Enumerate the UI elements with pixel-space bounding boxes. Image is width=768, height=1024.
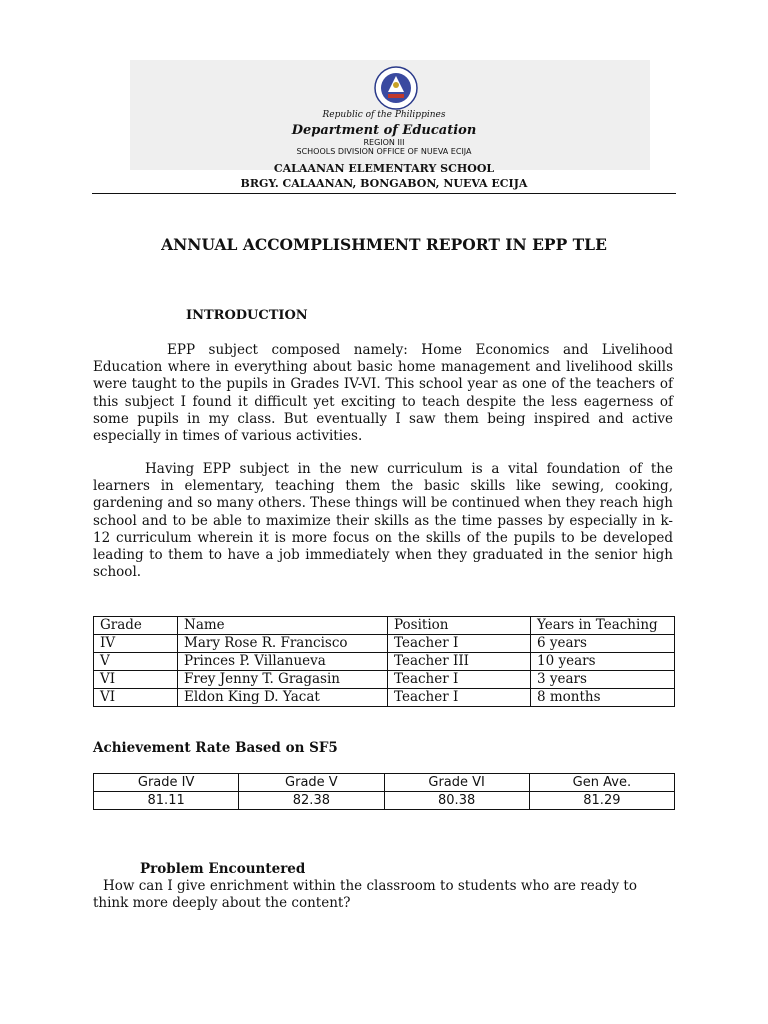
table-row xyxy=(94,671,675,689)
table-cell: IV xyxy=(94,635,178,653)
table-cell: 81.29 xyxy=(529,792,674,810)
table-header-cell: Grade IV xyxy=(94,774,239,792)
table-header-cell: Position xyxy=(388,617,531,635)
table-header-cell: Grade VI xyxy=(384,774,529,792)
table-cell: Teacher I xyxy=(388,689,531,707)
school-address: BRGY. CALAANAN, BONGABON, NUEVA ECIJA xyxy=(240,177,528,190)
table-cell: Teacher I xyxy=(388,635,531,653)
achievement-heading: Achievement Rate Based on SF5 xyxy=(93,740,338,756)
table-cell: 82.38 xyxy=(239,792,384,810)
deped-seal-icon xyxy=(371,66,421,110)
department-heading: Department of Education xyxy=(291,123,477,138)
table-cell: 10 years xyxy=(531,653,675,671)
table-cell: Teacher III xyxy=(388,653,531,671)
table-cell: Eldon King D. Yacat xyxy=(178,689,388,707)
table-cell: Princes P. Villanueva xyxy=(178,653,388,671)
table-header-cell: Grade xyxy=(94,617,178,635)
problem-heading: Problem Encountered xyxy=(140,861,306,877)
introduction-paragraph-1: EPP subject composed namely: Home Economics and Livelihood Education where in everything about basic home management and livelihood skills were taught to the pupils in Grades IV-VI. This school year as one of the teachers of this subject I found it difficult yet exciting to teach despite the less eagerness of some pupils in my class. But eventually I saw them being inspired and active especially in times of various activities. xyxy=(93,342,673,445)
table-cell: 80.38 xyxy=(384,792,529,810)
republic-heading: Republic of the Philippines xyxy=(322,110,446,120)
table-cell: 8 months xyxy=(531,689,675,707)
table-header-cell: Years in Teaching xyxy=(531,617,675,635)
table-row xyxy=(94,689,675,707)
table-cell: 6 years xyxy=(531,635,675,653)
table-row xyxy=(94,635,675,653)
table-cell: 3 years xyxy=(531,671,675,689)
table-row xyxy=(94,653,675,671)
table-cell: Frey Jenny T. Gragasin xyxy=(178,671,388,689)
introduction-paragraph-2: Having EPP subject in the new curriculum is a vital foundation of the learners in elementary, teaching them the basic skills like sewing, cooking, gardening and so many others. These things will be continued when they reach high school and to be able to maximize their skills as the time passes by especially in k- 12 curriculum wherein it is more focus on the skills of the pupils to be developed leading to them to have a job immediately when they graduated in the senior high school. xyxy=(93,461,673,581)
division-heading: SCHOOLS DIVISION OFFICE OF NUEVA ECIJA xyxy=(296,147,472,156)
table-cell: VI xyxy=(94,671,178,689)
table-cell: Teacher I xyxy=(388,671,531,689)
table-header-cell: Grade V xyxy=(239,774,384,792)
page-title: ANNUAL ACCOMPLISHMENT REPORT IN EPP TLE xyxy=(161,235,607,254)
table-cell: Mary Rose R. Francisco xyxy=(178,635,388,653)
table-header-row xyxy=(94,774,675,792)
table-row xyxy=(94,792,675,810)
header-divider xyxy=(92,193,676,194)
school-name: CALAANAN ELEMENTARY SCHOOL xyxy=(273,162,495,175)
table-cell: VI xyxy=(94,689,178,707)
table-header-cell: Gen Ave. xyxy=(529,774,674,792)
table-cell: 81.11 xyxy=(94,792,239,810)
table-header-cell: Name xyxy=(178,617,388,635)
introduction-heading: INTRODUCTION xyxy=(186,308,308,323)
achievement-table xyxy=(93,773,675,810)
teachers-table xyxy=(93,616,675,707)
table-cell: V xyxy=(94,653,178,671)
region-heading: REGION III xyxy=(363,138,405,147)
problem-text: How can I give enrichment within the classroom to students who are ready to think more deeply about the content? xyxy=(93,878,637,912)
table-header-row xyxy=(94,617,675,635)
